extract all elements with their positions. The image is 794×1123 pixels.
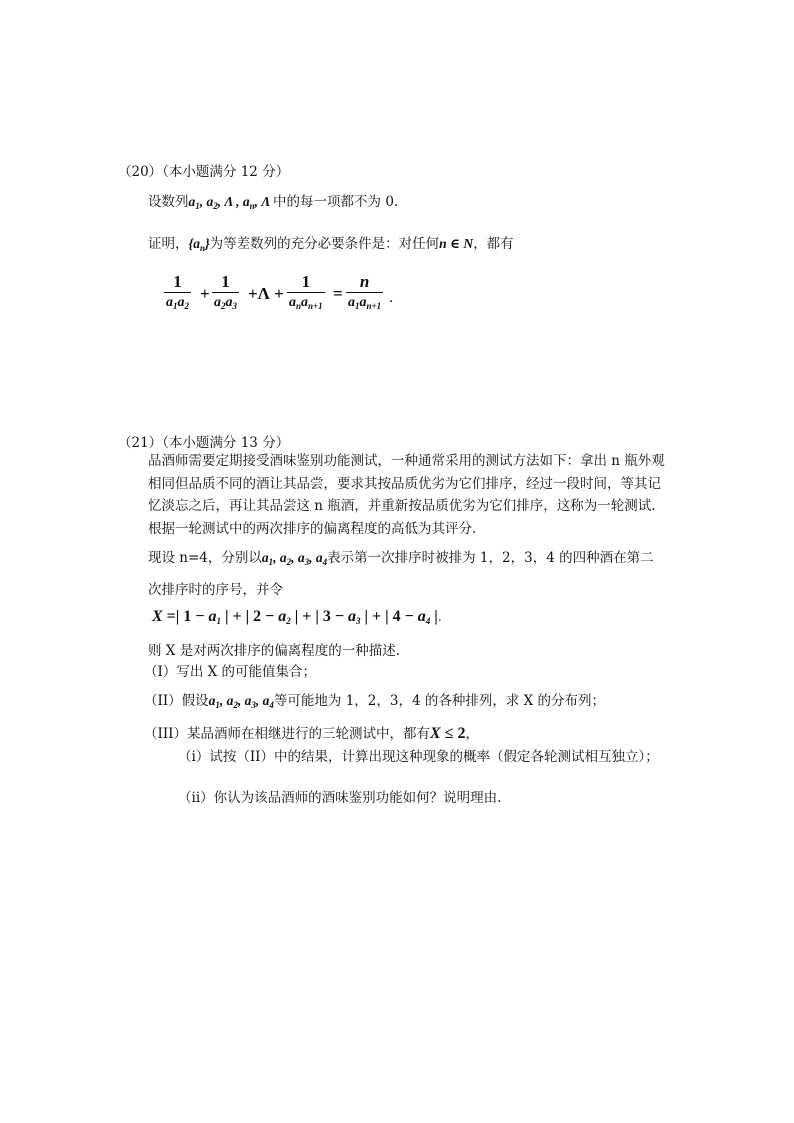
q21-part3-pre: （III）某品酒师在相继进行的三轮测试中，都有: [144, 726, 430, 742]
q20-line1-post: 中的每一项都不为 0.: [273, 194, 399, 210]
q21-part2-pre: （II）假设: [144, 693, 209, 709]
q21-part3-le2: ≤ 2: [440, 725, 466, 742]
q21-part2: [144, 689, 605, 710]
q20-plus-dots: +Λ +: [248, 284, 284, 303]
q20-frac-2: 1 $a_2a_3$: [214, 272, 237, 311]
q21-part3: [144, 722, 479, 743]
q21-part3-ii: （ii）你认为该品酒师的酒味鉴别功能如何？说明理由.: [178, 790, 502, 806]
q21-setup-post: 表示第一次排序时被排为 1，2，3，4 的四种酒在第二: [327, 550, 654, 566]
q21-setup-pre: 现设 n=4，分别以: [148, 550, 262, 566]
q21-a-sequence: $a_1$, $a_2$, $a_3$, $a_4$: [261, 550, 328, 567]
q20-plus-1: +: [200, 284, 210, 303]
q20-header: （20）（本小题满分 12 分）: [118, 164, 290, 180]
q20-formula-dot: .: [389, 290, 394, 306]
q21-x-desc: 则 X 是对两次排序的偏离程度的一种描述.: [148, 643, 400, 659]
q20-frac-3: 1 $a_na_{n+1}$: [289, 272, 323, 311]
q20-line1-pre: 设数列: [148, 194, 189, 210]
q20-line2-pre: 证明，: [148, 236, 189, 252]
q21-setup-line2: 次排序时的序号，并令: [148, 582, 283, 598]
q20-line1: [148, 190, 398, 211]
q20-frac-rhs: n $a_1a_{n+1}$: [348, 272, 382, 311]
q20-n-in-N: n ∈ N: [439, 236, 474, 251]
q20-line2-post: ，都有: [473, 236, 514, 252]
q20-line2-mid: 为等差数列的充分必要条件是：对任何: [209, 236, 440, 252]
q21-x-formula: X =| $1 - a_1$ | + | $2 - a_2$ | + | $3 - a_3$ | + | $4 - a_4$ |.: [152, 608, 442, 626]
q20-frac-1: 1 $a_1a_2$: [166, 272, 189, 311]
q20-line2: [148, 232, 514, 253]
q20-equals: =: [333, 284, 343, 303]
q21-part3-x: X: [430, 725, 441, 742]
q21-intro: 品酒师需要定期接受酒味鉴别功能测试，一种通常采用的测试方法如下：拿出 n 瓶外观相同但品质不同的酒让其品尝，要求其按品质优劣为它们排序，经过一段时间，等其记忆淡忘之后，再让其品尝这 n 瓶酒，并重新按品质优劣为它们排序，这称为一轮测试. 根据一轮测试中的两次排序的偏离程度的高低为其评分.: [148, 453, 665, 537]
q21-part2-sequence: $a_1$, $a_2$, $a_3$, $a_4$: [208, 693, 274, 710]
q20-sequence-expression: $a_1$, $a_2$, Λ , $a_n$, Λ: [188, 194, 274, 211]
q21-part1: （I）写出 X 的可能值集合；: [144, 664, 317, 680]
q21-part3-i: （i）试按（II）中的结果，计算出现这种现象的概率（假定各轮测试相互独立）；: [178, 749, 659, 765]
q20-sequence-set: $\{a_n\}$: [188, 236, 210, 253]
q21-header: （21）（本小题满分 13 分）: [118, 435, 290, 451]
q21-part3-post: ，: [465, 726, 479, 742]
q21-part2-post: 等可能地为 1，2，3，4 的各种排列，求 X 的分布列；: [273, 693, 606, 709]
q21-setup-line1: [148, 546, 654, 567]
